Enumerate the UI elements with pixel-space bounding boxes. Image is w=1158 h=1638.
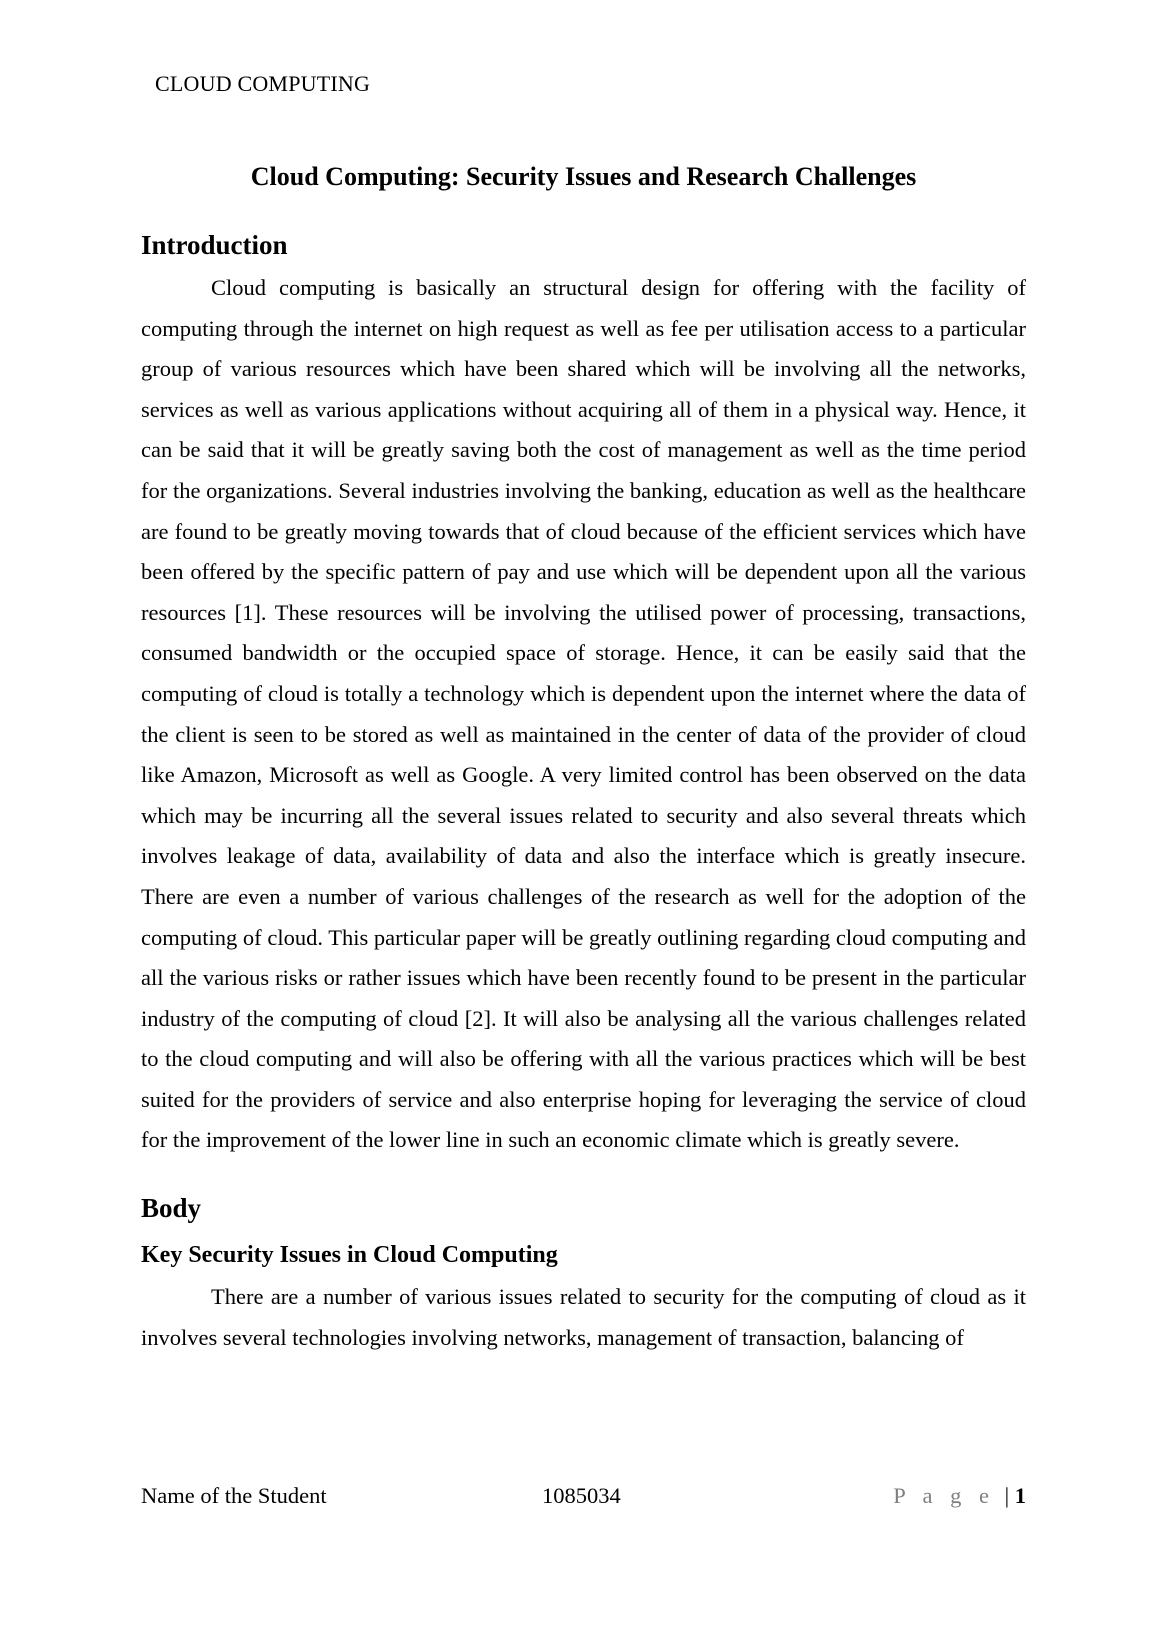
footer-page-number xyxy=(893,1480,1026,1512)
running-header: CLOUD COMPUTING xyxy=(155,71,371,96)
section-heading-introduction: Introduction xyxy=(141,230,288,260)
footer-student-id: 1085034 xyxy=(542,1483,621,1508)
body-paragraph: There are a number of various issues related to security for the computing of cloud as it involves several technologies involving networks, management of transaction, balancing of xyxy=(141,1284,1026,1350)
document-body xyxy=(141,160,1026,1358)
page-number-value: 1 xyxy=(1014,1483,1026,1508)
introduction-paragraph: Cloud computing is basically an structural design for offering with the facility of computing through the internet on high request as well as fee per utilisation access to a particular group of various resources which have been shared which will be involving all the networks, services as well as various applications without acquiring all of them in a physical way. Hence, it can be said that it will be greatly saving both the cost of management as well as the time period for the organizations. Several industries involving the banking, education as well as the healthcare are found to be greatly moving towards that of cloud because of the efficient services which have been offered by the specific pattern of pay and use which will be dependent upon all the various resources [1]. These resources will be involving the utilised power of processing, transactions, consumed bandwidth or the occupied space of storage. Hence, it can be easily said that the computing of cloud is totally a technology which is dependent upon the internet where the data of the client is seen to be stored as well as maintained in the center of data of the provider of cloud like Amazon, Microsoft as well as Google. A very limited control has been observed on the data which may be incurring all the several issues related to security and also several threats which involves leakage of data, availability of data and also the interface which is greatly insecure. There are even a number of various challenges of the research as well for the adoption of the computing of cloud. This particular paper will be greatly outlining regarding cloud computing and all the various risks or rather issues which have been recently found to be present in the particular industry of the computing of cloud [2]. It will also be analysing all the various challenges related to the cloud computing and will also be offering with all the various practices which will be best suited for the providers of service and also enterprise hoping for leveraging the service of cloud for the improvement of the lower line in such an economic climate which is greatly severe. xyxy=(141,275,1026,1153)
document-title: Cloud Computing: Security Issues and Research Challenges xyxy=(250,162,917,191)
section-heading-body: Body xyxy=(141,1193,202,1224)
subheading-key-security-issues: Key Security Issues in Cloud Computing xyxy=(141,1242,558,1269)
page-label: P a g e xyxy=(893,1483,995,1508)
page-footer xyxy=(141,1480,1026,1512)
footer-student-name: Name of the Student xyxy=(141,1483,327,1508)
page-separator: | xyxy=(1004,1483,1010,1508)
